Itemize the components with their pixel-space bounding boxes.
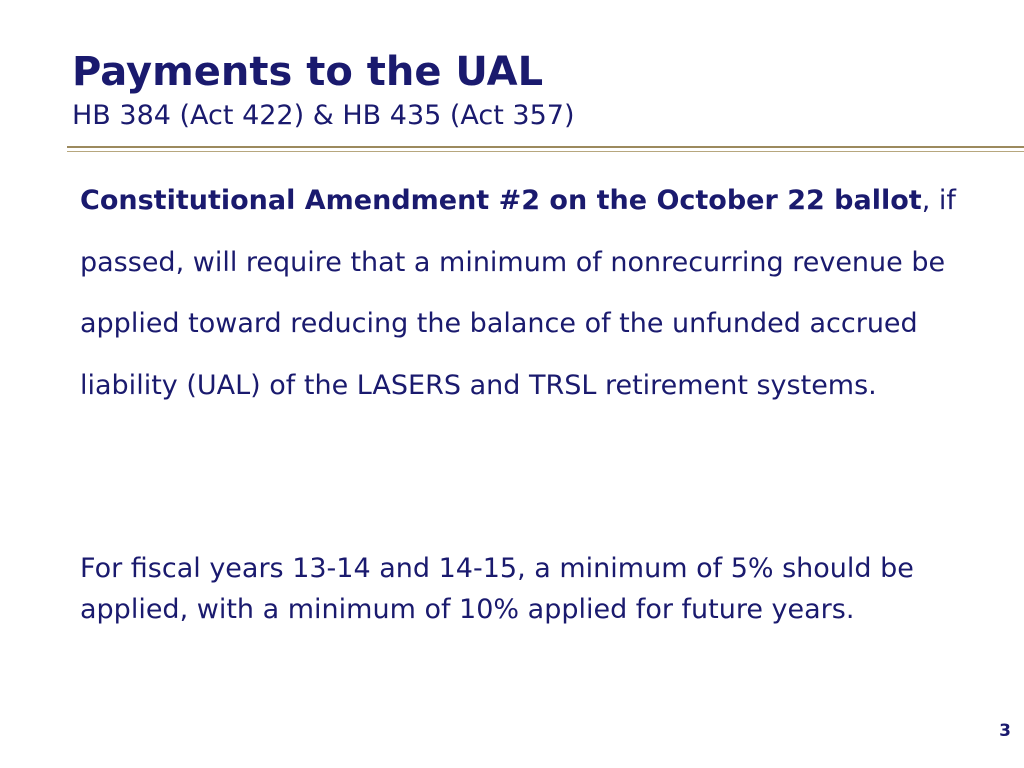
amendment-lead-text: Constitutional Amendment #2 on the October 22 ballot (80, 185, 922, 216)
slide-subtitle: HB 384 (Act 422) & HB 435 (Act 357) (72, 100, 575, 131)
slide-title: Payments to the UAL (72, 49, 544, 95)
fiscal-years-paragraph: For fiscal years 13-14 and 14-15, a minimum of 5% should be applied, with a minimum of 10% applied for future years. (80, 553, 914, 625)
title-divider (67, 146, 1024, 148)
title-divider-secondary (67, 151, 1024, 152)
page-number: 3 (999, 721, 1011, 741)
amendment-paragraph (80, 170, 990, 416)
amendment-body-text: , if passed, will require that a minimum of nonrecurring revenue be applied toward reducing the balance of the unfunded accrued liability (UAL) of the LASERS and TRSL retirement systems. (80, 185, 956, 401)
